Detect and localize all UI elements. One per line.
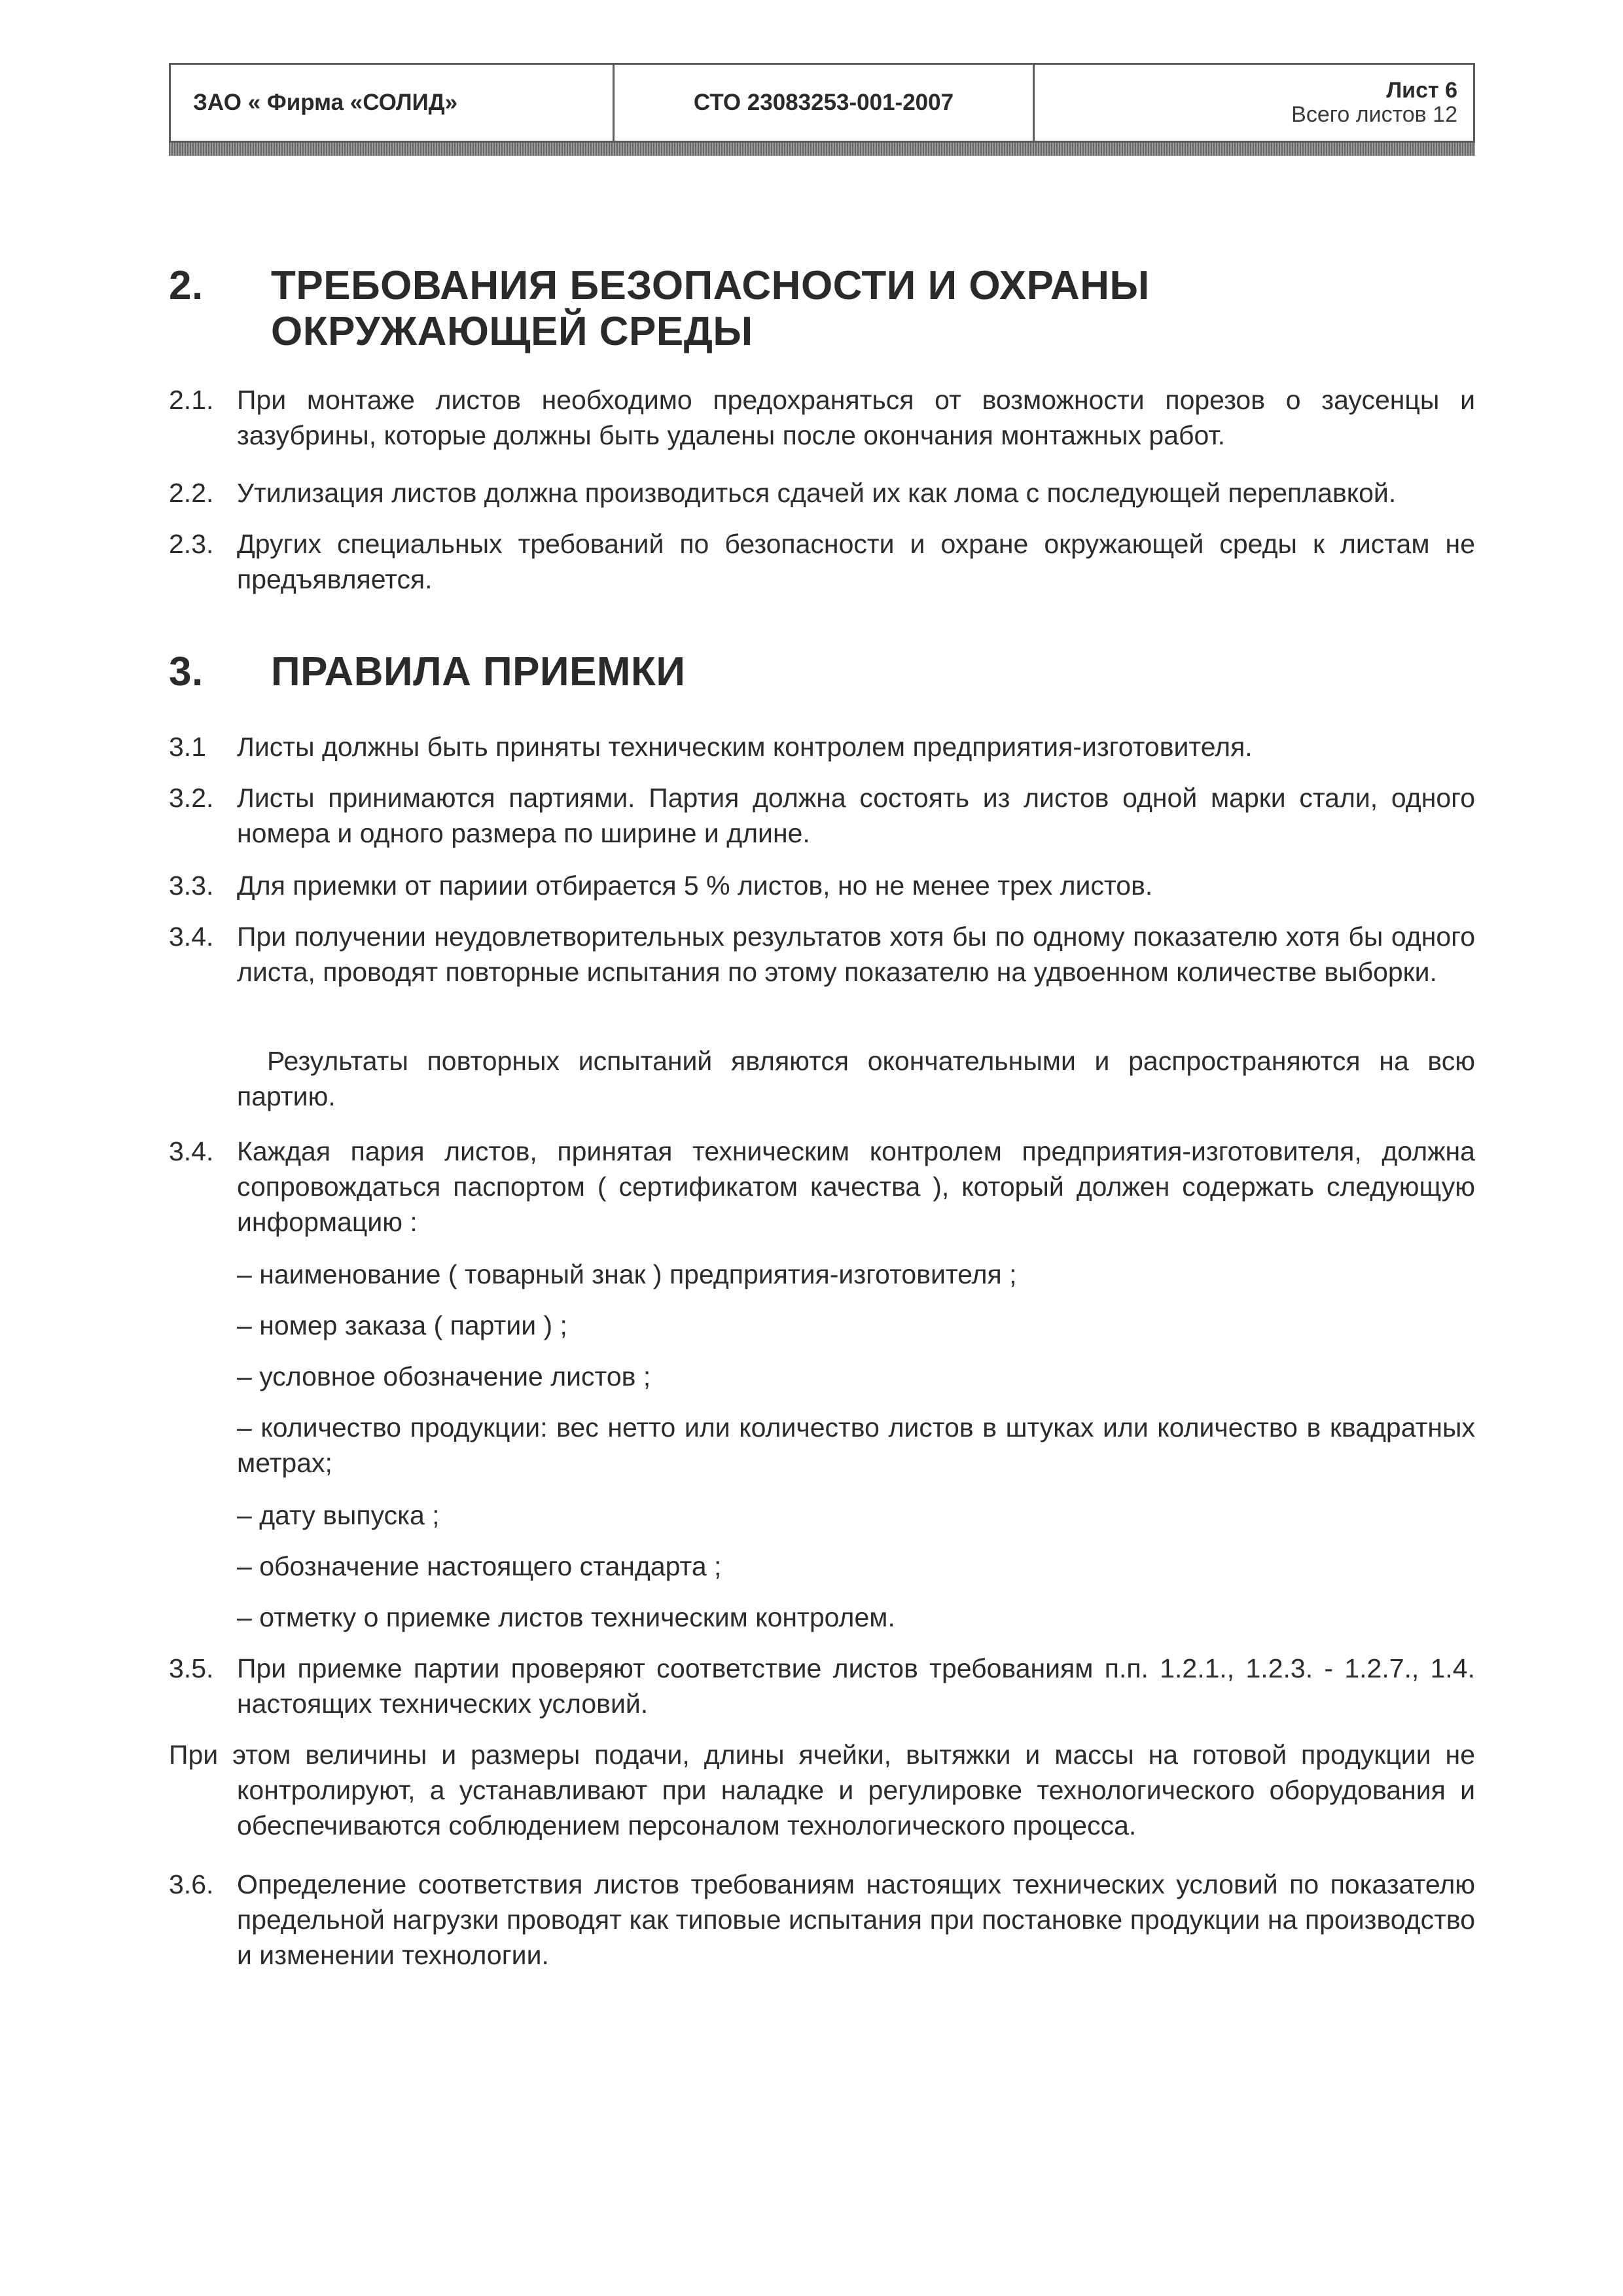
header-rule <box>169 143 1475 156</box>
paragraph-2-3 <box>169 526 1475 597</box>
section-2-title-line1: ТРЕБОВАНИЯ БЕЗОПАСНОСТИ И ОХРАНЫ <box>271 263 1150 308</box>
passport-list-item: – количество продукции: вес нетто или количество листов в штуках или количество в квадратных метрах; <box>237 1412 1475 1478</box>
paragraph-text: Определение соответствия листов требованиям настоящих технических условий по показателю предельной нагрузки проводят как типовые испытания при постановке продукции на производство и изменении технологии. <box>237 1869 1475 1970</box>
paragraph-3-5 <box>169 1651 1475 1721</box>
section-3-number: 3. <box>169 649 204 694</box>
paragraph-3-2 <box>169 780 1475 851</box>
standard-number: СТО 23083253-001-2007 <box>615 65 1035 141</box>
paragraph-number: 3.5. <box>169 1653 214 1683</box>
sheet-number: Лист 6 <box>1386 77 1457 103</box>
paragraph-text: Листы должны быть приняты техническим контролем предприятия-изготовителя. <box>237 732 1253 762</box>
paragraph-text: При получении неудовлетворительных результатов хотя бы по одному показателю хотя бы одного листа, проводят повторные испытания по этому показателю на удвоенном количестве выборки. <box>237 922 1475 987</box>
paragraph-3-1 <box>169 729 1475 764</box>
paragraph-number: 3.2. <box>169 783 214 813</box>
passport-list-item: – наименование ( товарный знак ) предприятия-изготовителя ; <box>237 1259 1017 1289</box>
paragraph-3-6 <box>169 1867 1475 1973</box>
paragraph-text: Для приемки от париии отбирается 5 % листов, но не менее трех листов. <box>237 870 1153 901</box>
passport-list-item: – обозначение настоящего стандарта ; <box>237 1551 722 1581</box>
document-header <box>169 63 1475 143</box>
passport-list-item: – условное обозначение листов ; <box>237 1361 651 1391</box>
total-sheets: Всего листов 12 <box>1291 102 1457 127</box>
paragraph-text: При монтаже листов необходимо предохраняться от возможности порезов о заусенцы и зазубрины, которые должны быть удалены после окончания монтажных работ. <box>237 385 1475 450</box>
paragraph-2-1 <box>169 382 1475 453</box>
paragraph-number: 2.1. <box>169 385 214 415</box>
control-note: При этом величины и размеры подачи, длины ячейки, вытяжки и массы на готовой продукции не контролируют, а устанавливают при наладке и регулировке технологического оборудования и обеспечиваются соблюдением персоналом технологического процесса. <box>169 1740 1475 1840</box>
paragraph-text: При приемке партии проверяют соответствие листов требованиям п.п. 1.2.1., 1.2.3. - 1.2.7., 1.4. настоящих технических условий. <box>237 1653 1475 1719</box>
section-2-heading <box>169 263 1449 355</box>
paragraph-number: 3.6. <box>169 1869 214 1899</box>
paragraph-number: 2.3. <box>169 529 214 559</box>
section-3-heading <box>169 649 1449 695</box>
section-3-title: ПРАВИЛА ПРИЕМКИ <box>271 649 686 694</box>
section-2-title-line2: ОКРУЖАЮЩЕЙ СРЕДЫ <box>271 309 753 354</box>
passport-list-item: – дату выпуска ; <box>237 1500 440 1530</box>
paragraph-3-4a <box>169 919 1475 990</box>
paragraph-number: 3.4. <box>169 922 214 952</box>
passport-list-item: – отметку о приемке листов техническим контролем. <box>237 1602 895 1632</box>
paragraph-number: 3.3. <box>169 870 214 901</box>
paragraph-number: 3.1 <box>169 732 206 762</box>
repeat-tests-note: Результаты повторных испытаний являются окончательными и распространяются на всю партию. <box>237 1046 1475 1111</box>
section-2-title <box>271 263 1449 355</box>
paragraph-3-3 <box>169 868 1475 903</box>
paragraph-number: 2.2. <box>169 478 214 508</box>
sheet-info <box>1035 65 1473 141</box>
paragraph-2-2 <box>169 475 1475 511</box>
paragraph-3-4b <box>169 1134 1475 1240</box>
section-2-number: 2. <box>169 263 204 308</box>
paragraph-text: Листы принимаются партиями. Партия должна состоять из листов одной марки стали, одного номера и одного размера по ширине и длине. <box>237 783 1475 848</box>
paragraph-text: Других специальных требований по безопасности и охране окружающей среды к листам не предъявляется. <box>237 529 1475 594</box>
paragraph-number: 3.4. <box>169 1136 214 1166</box>
company-name: ЗАО « Фирма «СОЛИД» <box>171 65 615 141</box>
paragraph-text: Каждая пария листов, принятая техническим контролем предприятия-изготовителя, должна сопровождаться паспортом ( сертификатом качества ), который должен содержать следующую информацию : <box>237 1136 1475 1237</box>
passport-list-item: – номер заказа ( партии ) ; <box>237 1310 567 1340</box>
paragraph-text: Утилизация листов должна производиться сдачей их как лома с последующей переплавкой. <box>237 478 1397 508</box>
